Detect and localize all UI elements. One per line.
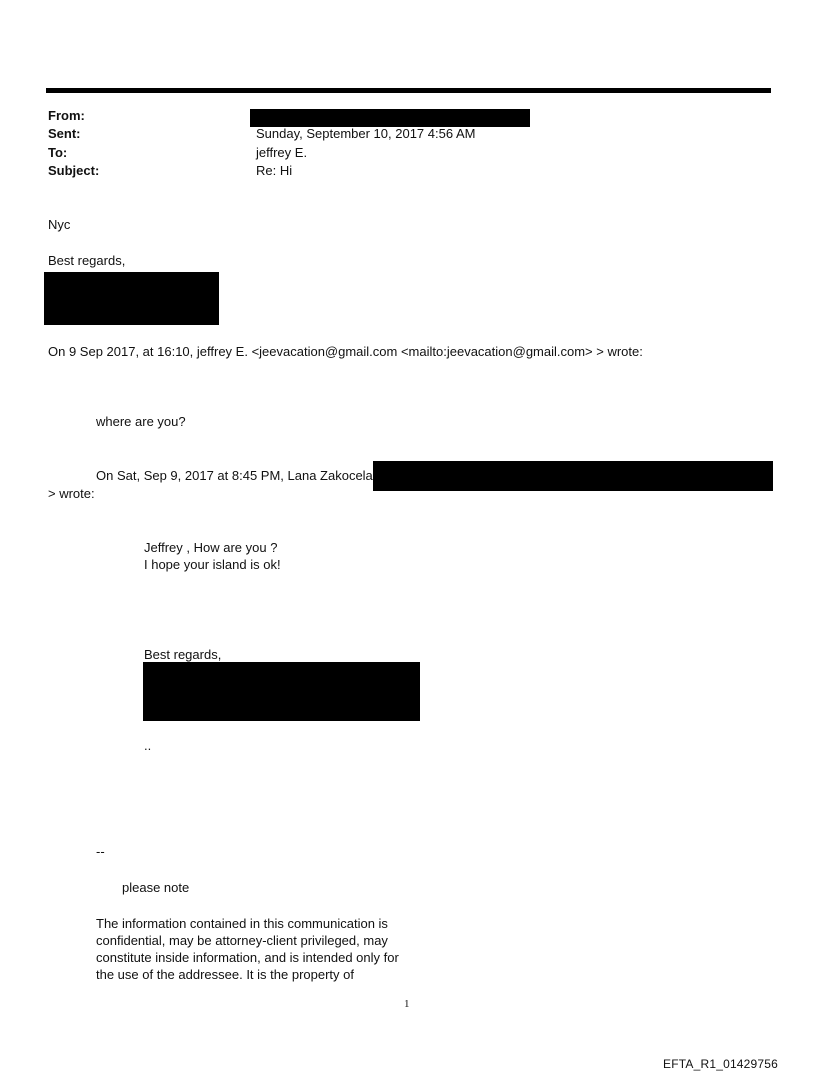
redaction-signature-1: [44, 272, 219, 325]
from-label: From:: [48, 108, 85, 123]
to-label: To:: [48, 145, 68, 160]
dots-line: ..: [144, 738, 152, 753]
island-line: I hope your island is ok!: [144, 557, 281, 572]
best-regards-2: Best regards,: [144, 647, 222, 662]
jeffrey-line: Jeffrey , How are you ?: [144, 540, 278, 555]
dashes-line: --: [96, 844, 105, 859]
body-line-nyc: Nyc: [48, 217, 71, 232]
quote2-wrote: > wrote:: [48, 486, 95, 501]
to-value: jeffrey E.: [256, 145, 308, 160]
disclaimer-line-1: The information contained in this communication is: [96, 916, 388, 931]
page-number: 1: [404, 998, 410, 1010]
document-id: EFTA_R1_01429756: [663, 1057, 779, 1071]
redaction-email-2: [373, 461, 773, 491]
disclaimer-line-2: confidential, may be attorney-client privileged, may: [96, 933, 388, 948]
disclaimer-line-4: the use of the addressee. It is the property of: [96, 967, 354, 982]
sent-label: Sent:: [48, 126, 81, 141]
redaction-from: [250, 109, 530, 127]
disclaimer-line-3: constitute inside information, and is intended only for: [96, 950, 399, 965]
redaction-signature-2: [143, 662, 420, 721]
sent-value: Sunday, September 10, 2017 4:56 AM: [256, 126, 476, 141]
header-rule: [46, 88, 771, 93]
where-are-you: where are you?: [96, 414, 186, 429]
best-regards-1: Best regards,: [48, 253, 126, 268]
quote2-header: On Sat, Sep 9, 2017 at 8:45 PM, Lana Zakocela: [96, 468, 373, 483]
quote1-header: On 9 Sep 2017, at 16:10, jeffrey E. <jeevacation@gmail.com <mailto:jeevacation@gmail.com> > wrote:: [48, 344, 643, 359]
subject-value: Re: Hi: [256, 163, 293, 178]
please-note: please note: [122, 880, 190, 895]
subject-label: Subject:: [48, 163, 100, 178]
